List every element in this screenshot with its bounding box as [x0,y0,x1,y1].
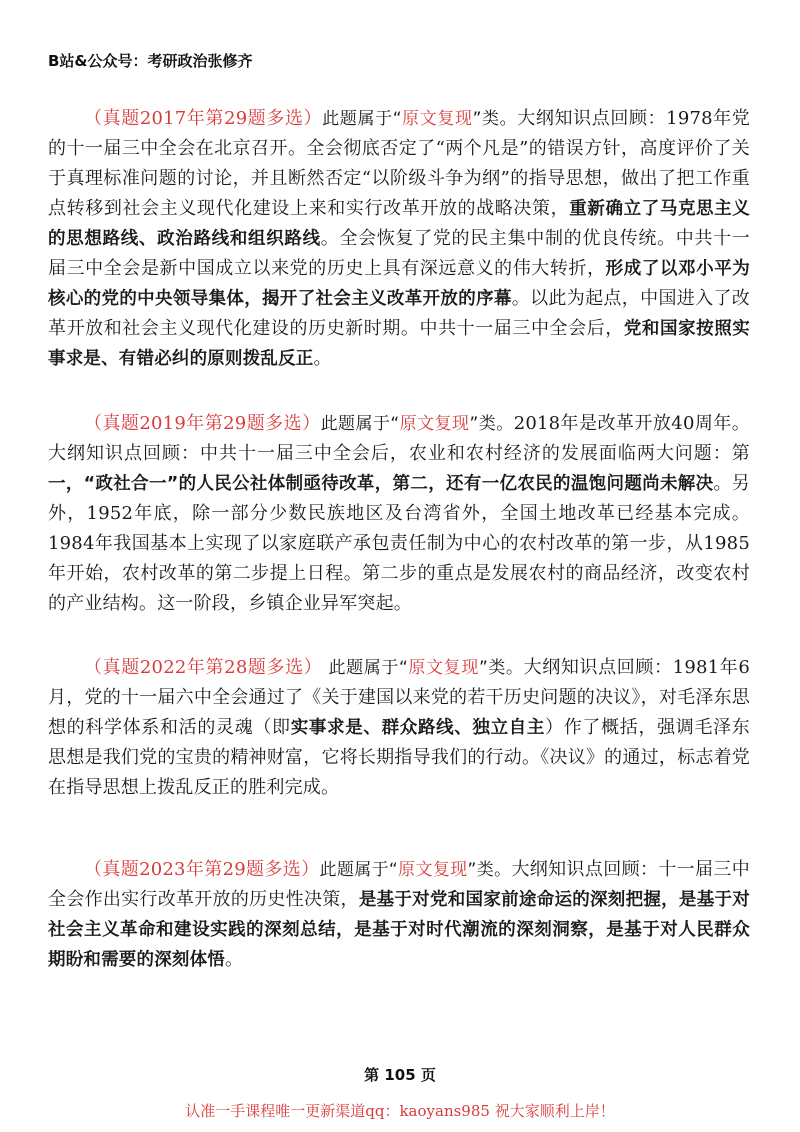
category-highlight: 原文复现 [401,109,473,129]
body-text: 2018年是改革开放40周年。大纲知识点回顾：中共十一届三中全会后，农业和农村经济的发展面临两大问题：第 [48,413,750,464]
body-text: 大纲知识点回顾：十一届三中全会作出实行改革开放的历史性决策， [48,859,750,910]
body-text: 。 [313,348,332,369]
body-text: 大纲知识点回顾：1978年党的十一届三中全会在北京召开。全会彻底否定了“两个凡是”的错误方针，高度评价了关于真理标准问题的讨论，并且断然否定“以阶级斗争为纲”的指导思想，做出了把工作重点转移到社会主义现代化建设上来和实行改革开放的战略决策， [48,108,751,219]
category-highlight: 原文复现 [399,414,470,434]
paragraph-2022 [48,653,750,803]
question-tag: （真题2017年第29题多选） [84,108,323,129]
key-point: 实事求是、群众路线、独立自主 [290,718,546,738]
question-tag: （真题2023年第29题多选） [84,859,320,880]
body-text: 。全会恢复了党的民主集中制的优良传统。中共十一届三中全会是新中国成立以来党的历史上具有深远意义的伟大转折， [48,228,751,279]
key-point: 一，“政社合一”的人民公社体制亟待改革，第二，还有一亿农民的温饱问题尚未解决 [48,474,714,494]
key-point: 形成了以邓小平为核心的党的中央领导集体，揭开了社会主义改革开放的序幕 [48,259,750,309]
category-label: 此题属于“原文复现”类。 [322,658,524,678]
body-text: 。另外，1952年底，除一部分少数民族地区及台湾省外，全国土地改革已经基本完成。1984年我国基本上实现了以家庭联产承包责任制为中心的农村改革的第一步，从1985年开始，农村改革的第二步提上日程。第二步的重点是发展农村的商品经济，改变农村的产业结构。这一阶段，乡镇企业异军突起。 [48,473,750,614]
key-point: 是基于对党和国家前途命运的深刻把握，是基于对社会主义革命和建设实践的深刻总结，是基于对时代潮流的深刻洞察，是基于对人民群众期盼和需要的深刻体悟 [48,890,750,970]
body-text: 。以此为起点，中国进入了改革开放和社会主义现代化建设的历史新时期。中共十一届三中全会后， [48,288,750,339]
question-tag: （真题2019年第29题多选） [84,413,321,434]
paragraph-2019 [48,409,750,619]
category-label: 此题属于“原文复现”类。 [319,860,512,880]
document-body [48,104,750,975]
body-text: 。 [225,949,244,970]
category-highlight: 原文复现 [397,860,468,880]
footer-notice: 认准一手课程唯一更新渠道qq：kaoyans985 祝大家顺利上岸！ [185,1102,615,1120]
key-point: 重新确立了马克思主义的思想路线、政治路线和组织路线 [48,199,750,249]
category-label: 此题属于“原文复现”类。 [322,109,518,129]
page-header: B站&公众号：考研政治张修齐 [48,52,253,70]
category-label: 此题属于“原文复现”类。 [320,414,514,434]
paragraph-2017 [48,104,750,374]
body-text: 大纲知识点回顾：1981年6月，党的十一届六中全会通过了《关于建国以来党的若干历史问题的决议》，对毛泽东思想的科学体系和活的灵魂（即 [48,657,750,738]
page-number: 第 105 页 [364,1066,436,1084]
key-point: 党和国家按照实事求是、有错必纠的原则拨乱反正 [48,319,750,369]
paragraph-2023 [48,855,750,975]
question-tag: （真题2022年第28题多选） [84,657,323,678]
body-text: ）作了概括，强调毛泽东思想是我们党的宝贵的精神财富，它将长期指导我们的行动。《决议》的通过，标志着党在指导思想上拨乱反正的胜利完成。 [48,717,750,798]
category-highlight: 原文复现 [408,658,479,678]
